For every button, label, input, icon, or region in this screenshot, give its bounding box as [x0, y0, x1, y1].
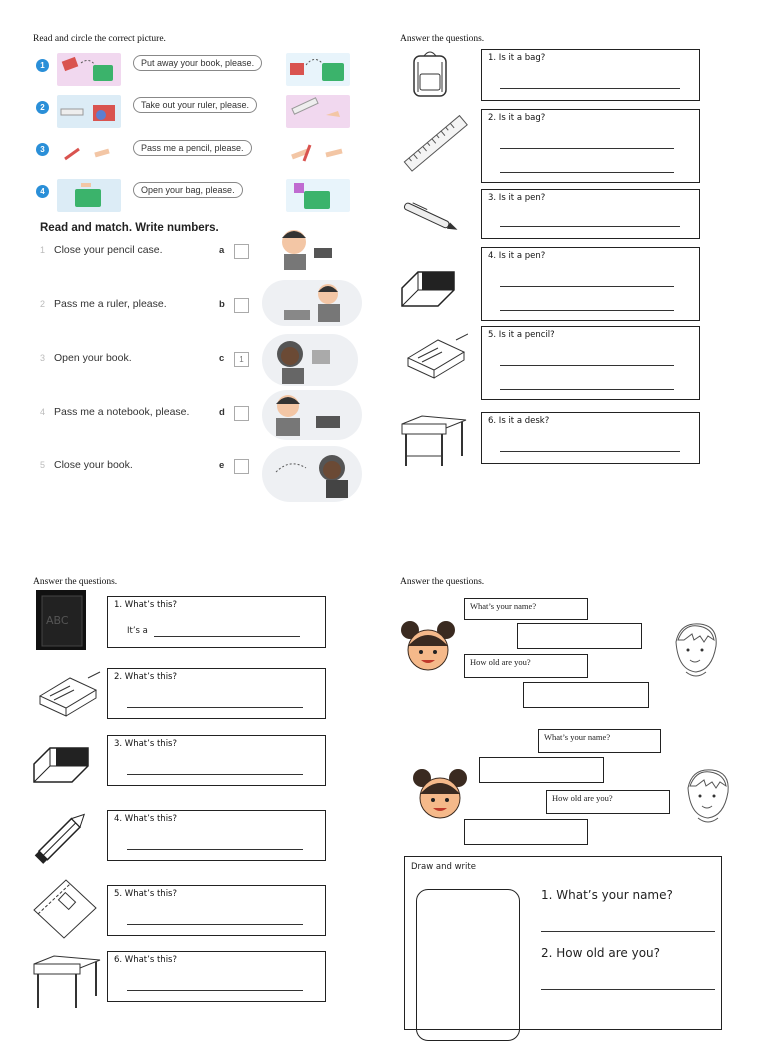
answer-box-name[interactable] [479, 757, 604, 783]
match-text: Open your book. [54, 352, 132, 364]
question-how-old: How old are you? [546, 790, 670, 814]
match-text: Close your pencil case. [54, 244, 163, 256]
question-box-2 [481, 109, 700, 183]
answer-line[interactable] [500, 226, 680, 227]
answer-line[interactable] [500, 88, 680, 89]
draw-question-1: 1. What’s your name? [541, 888, 673, 902]
ruler-icon [400, 114, 470, 174]
match-number: 2 [40, 299, 46, 309]
book-to-bag-picture-a[interactable] [57, 53, 121, 86]
question-text: 1. What’s this? [114, 600, 177, 610]
children-notebook-scene [262, 390, 362, 440]
question-text: 4. Is it a pen? [488, 251, 546, 261]
ruler-out-picture-a[interactable] [57, 95, 121, 128]
girl-face-icon [400, 618, 456, 676]
question-text: 5. What’s this? [114, 889, 177, 899]
answer-box-age[interactable] [523, 682, 649, 708]
drawing-frame[interactable] [416, 889, 520, 1041]
pencil-icon [30, 806, 96, 868]
draw-question-2: 2. How old are you? [541, 946, 661, 960]
item-number: 2 [36, 101, 49, 114]
item-number: 1 [36, 59, 49, 72]
answer-line[interactable] [127, 774, 303, 775]
question-text: 4. What’s this? [114, 814, 177, 824]
answer-line[interactable] [541, 931, 715, 932]
match-letter: a [219, 245, 225, 256]
question-text: 6. What’s this? [114, 955, 177, 965]
match-text: Pass me a notebook, please. [54, 406, 190, 418]
desk-icon [30, 946, 102, 1010]
answer-line[interactable] [500, 365, 674, 366]
match-letter: b [219, 299, 225, 310]
answer-line[interactable] [154, 636, 300, 637]
answer-box[interactable] [234, 406, 249, 421]
instruction-bubble: Put away your book, please. [133, 55, 262, 71]
answer-line[interactable] [500, 172, 674, 173]
backpack-icon [404, 48, 456, 100]
answer-line[interactable] [127, 924, 303, 925]
question-box-5 [481, 326, 700, 400]
answer-box-name[interactable] [517, 623, 642, 649]
question-text: 2. What’s this? [114, 672, 177, 682]
pencil-pass-picture-b[interactable] [286, 137, 350, 170]
question-box-6 [107, 951, 326, 1002]
question-text: 5. Is it a pencil? [488, 330, 555, 340]
match-letter: e [219, 460, 225, 471]
question-box-4 [107, 810, 326, 861]
match-text: Pass me a ruler, please. [54, 298, 167, 310]
children-ruler-scene [262, 280, 362, 326]
match-letter: d [219, 407, 225, 418]
child-book-scene [262, 334, 358, 386]
match-number: 3 [40, 353, 46, 363]
question-text: 2. Is it a bag? [488, 113, 546, 123]
question-text: 3. What’s this? [114, 739, 177, 749]
open-bag-picture-b[interactable] [286, 179, 350, 212]
answer-line[interactable] [500, 148, 674, 149]
answer-box-age[interactable] [464, 819, 588, 845]
match-text: Close your book. [54, 459, 133, 471]
ruler-out-picture-b[interactable] [286, 95, 350, 128]
item-number: 4 [36, 185, 49, 198]
open-bag-picture-a[interactable] [57, 179, 121, 212]
section-header-questions-2: Answer the questions. [33, 577, 118, 587]
section-header-circle: Read and circle the correct picture. [33, 34, 166, 44]
match-letter: c [219, 353, 225, 364]
question-box-5 [107, 885, 326, 936]
match-number: 5 [40, 460, 46, 470]
question-text: 6. Is it a desk? [488, 416, 550, 426]
answer-line[interactable] [500, 389, 674, 390]
notebook-icon [30, 876, 100, 942]
draw-title: Draw and write [411, 862, 476, 872]
answer-box[interactable] [234, 244, 249, 259]
pencil-case-icon [34, 666, 102, 720]
question-text: 1. Is it a bag? [488, 53, 546, 63]
question-box-3 [481, 189, 700, 239]
pen-icon [400, 198, 462, 238]
answer-line[interactable] [500, 286, 674, 287]
answer-line[interactable] [541, 989, 715, 990]
question-text: 3. Is it a pen? [488, 193, 546, 203]
answer-box[interactable]: 1 [234, 352, 249, 367]
section-header-questions-1: Answer the questions. [400, 34, 485, 44]
pencil-case-icon [402, 330, 468, 382]
match-title: Read and match. Write numbers. [40, 222, 219, 234]
answer-line[interactable] [127, 707, 303, 708]
match-number: 4 [40, 407, 46, 417]
girl-face-icon [412, 766, 468, 824]
svg-text:ABC: ABC [46, 614, 69, 627]
pencil-pass-picture-a[interactable] [57, 137, 121, 170]
book-to-bag-picture-b[interactable] [286, 53, 350, 86]
boy-face-icon [670, 620, 720, 680]
question-how-old: How old are you? [464, 654, 588, 678]
question-box-1 [107, 596, 326, 648]
item-number: 3 [36, 143, 49, 156]
instruction-bubble: Take out your ruler, please. [133, 97, 257, 113]
answer-prefix: It’s a [127, 626, 148, 636]
book-icon [34, 588, 90, 654]
question-box-3 [107, 735, 326, 786]
answer-line[interactable] [127, 990, 303, 991]
question-box-6 [481, 412, 700, 464]
instruction-bubble: Open your bag, please. [133, 182, 243, 198]
boy-face-icon [682, 766, 732, 826]
instruction-bubble: Pass me a pencil, please. [133, 140, 252, 156]
eraser-icon [30, 738, 94, 788]
section-header-questions-3: Answer the questions. [400, 577, 485, 587]
child-reading-scene [262, 222, 358, 274]
answer-line[interactable] [500, 310, 674, 311]
answer-box[interactable] [234, 459, 249, 474]
desk-icon [398, 408, 468, 468]
answer-box[interactable] [234, 298, 249, 313]
question-box-2 [107, 668, 326, 719]
question-what-name: What’s your name? [464, 598, 588, 620]
match-number: 1 [40, 245, 46, 255]
question-what-name: What’s your name? [538, 729, 661, 753]
answer-line[interactable] [500, 451, 680, 452]
draw-and-write-box [404, 856, 722, 1030]
question-box-4 [481, 247, 700, 321]
question-box-1 [481, 49, 700, 101]
eraser-icon [398, 264, 460, 312]
answer-line[interactable] [127, 849, 303, 850]
child-closing-book-scene [262, 446, 362, 502]
